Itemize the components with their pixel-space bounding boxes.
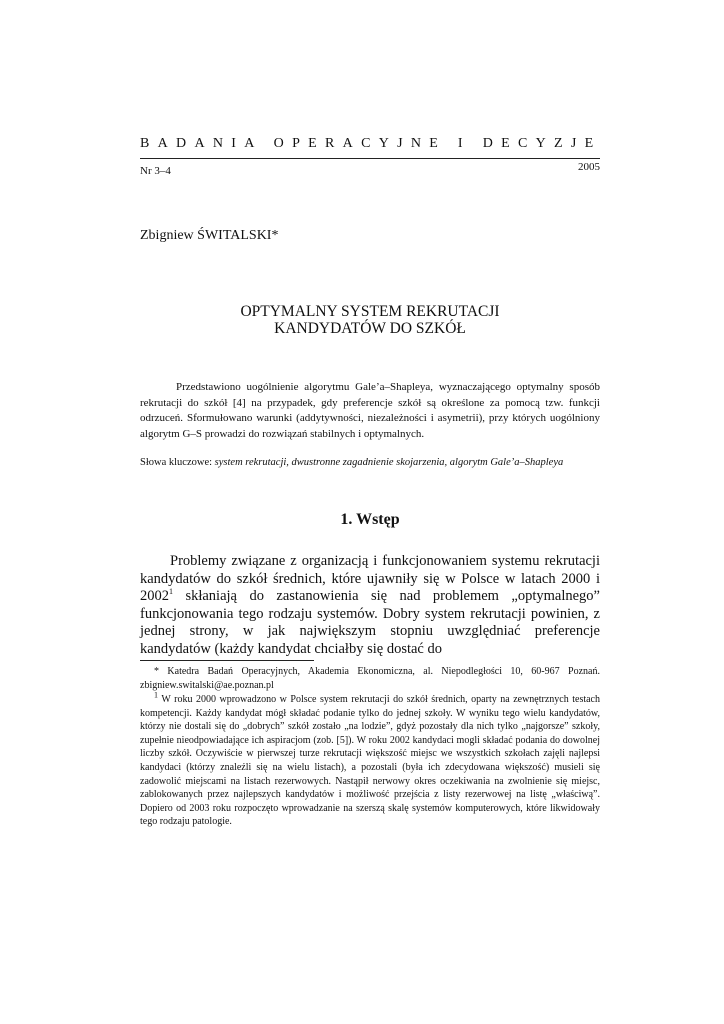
body-paragraph-text-2: skłaniają do zastanowienia się nad problemem „optymalnego” funkcjonowania tego rodzaju systemów. Dobry system rekrutacji powinien, z jednej strony, w jak największym stopniu uwzględniać preferencje kandydatów (każdy kandydat chciałby się dostać do [140, 588, 600, 657]
footnote-1-mark: 1 [154, 690, 158, 700]
footnote-1-text: W roku 2000 wprowadzono w Polsce system rekrutacji do szkół średnich, oparty na zewnętrznych testach kompetencji. Każdy kandydat mógł składać podanie tylko do jednej szkoły. W wyniku tego wielu kandydatów, którzy nie dostali się do „dobrych” szkół zostało „na lodzie”, gdyż pozostały dla nich tylko „najgorsze” szkoły, zupełnie nieodpowiadające ich aspiracjom (zob. [5]). W roku 2002 kandydaci mogli składać podania do dowolnej liczby szkół. Oczywiście w pierwszej turze rekrutacji większość miejsc we wszystkich szkołach zajęli najlepsi kandydaci (którzy znaleźli się na wielu listach), a pozostali (była ich zdecydowana większość) musieli się zadowolić miejscami na listach rezerwowych. Nastąpił nerwowy okres oczekiwania na zwolnienie się miejsc, zablokowanych przez najlepszych kandydatów i możliwość przejścia z listy rezerwowej na listę „właściwą”. Dopiero od 2003 roku rozpoczęto wprowadzanie na szerszą skalę systemów komputerowych, które likwidowały tego rodzaju patologie. [140, 694, 600, 828]
footnote-affiliation [140, 665, 600, 692]
paper-title [140, 303, 600, 337]
header-rule [140, 158, 600, 159]
footnote-1 [140, 690, 600, 829]
publication-year: 2005 [578, 161, 600, 173]
keywords-label: Słowa kluczowe: [140, 457, 213, 468]
paper-title-line-1: OPTYMALNY SYSTEM REKRUTACJI [240, 303, 500, 320]
footnote-affiliation-text: Katedra Badań Operacyjnych, Akademia Ekonomiczna, al. Niepodległości 10, 60-967 Poznań. zbigniew.switalski@ae.poznan.pl [140, 666, 600, 691]
author-name: Zbigniew ŚWITALSKI* [140, 228, 279, 243]
keywords-value: system rekrutacji, dwustronne zagadnienie skojarzenia, algorytm Gale’a–Shapleya [214, 457, 564, 468]
journal-title: BADANIA OPERACYJNE I DECYZJE [140, 136, 602, 151]
issue-number: Nr 3–4 [140, 165, 171, 177]
footnote-ref-1: 1 [169, 587, 173, 597]
body-paragraph-text-1: Problemy związane z organizacją i funkcjonowaniem systemu rekrutacji kandydatów do szkół średnich, które ujawniły się w Polsce w latach 2000 i 2002 [140, 553, 600, 604]
section-heading: 1. Wstęp [340, 511, 400, 528]
paper-title-line-2: KANDYDATÓW DO SZKÓŁ [274, 320, 466, 337]
body-paragraph [140, 553, 600, 658]
abstract: Przedstawiono uogólnienie algorytmu Gale’a–Shapleya, wyznaczającego optymalny sposób rekrutacji do szkół [4] na przypadek, gdy preferencje szkół są określone za pomocą tzw. funkcji odrzuceń. Sformułowano warunki (addytywności, niezależności i asymetrii), przy których uogólniony algorytm G–S prowadzi do rozwiązań stabilnych i optymalnych. [140, 381, 600, 440]
footnote-rule [140, 660, 314, 661]
keywords [140, 457, 600, 468]
footnote-star-mark: * [154, 666, 159, 677]
